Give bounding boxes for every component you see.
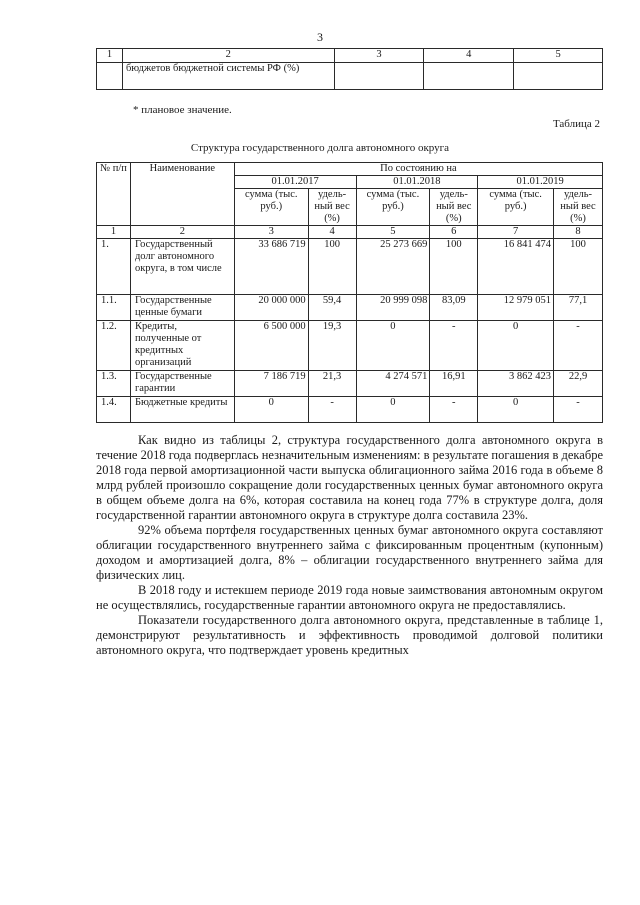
- header-num: № п/п: [97, 163, 131, 226]
- row-sum-2018: 25 273 669: [356, 239, 430, 295]
- row-sum-2019: 16 841 474: [478, 239, 554, 295]
- header-group: По состоянию на: [234, 163, 602, 176]
- table-row: [97, 295, 603, 321]
- column-number: 2: [130, 226, 234, 239]
- row-name: Государственный долг автономного округа, в том числе: [130, 239, 234, 295]
- body-text: [96, 433, 603, 658]
- row-share-2018: -: [430, 397, 478, 423]
- row-sum-2018: 20 999 098: [356, 295, 430, 321]
- column-number: 1: [97, 226, 131, 239]
- row-sum-2018: 0: [356, 321, 430, 371]
- header-sum: сумма (тыс. руб.): [234, 189, 308, 226]
- page-number: 3: [317, 30, 323, 44]
- row-share-2019: -: [554, 397, 603, 423]
- row-sum-2017: 0: [234, 397, 308, 423]
- table-header-row: [97, 163, 603, 176]
- header-date: 01.01.2017: [234, 176, 356, 189]
- paragraph: Как видно из таблицы 2, структура государственного долга автономного округа в течение 2018 года подверглась незначительным изменениям: в результате погашения в декабре 2018 года первой амортизационной части выпуска облигационного займа 2016 года в объеме 8 млрд рублей произошло сокращение доли государственных ценных бумаг автономного округа в общем объеме долга на 6%, которая составила на конец года 77% в структуре долга, доля государственной гарантии автономного округа в структуре долга составила 23%.: [96, 433, 603, 522]
- table-header-cell: 4: [424, 49, 514, 63]
- row-num: 1.1.: [97, 295, 131, 321]
- continued-table: [96, 48, 603, 90]
- header-share: удель-ный вес (%): [554, 189, 603, 226]
- table-title: Структура государственного долга автономного округа: [190, 142, 450, 154]
- row-share-2018: 100: [430, 239, 478, 295]
- table-header-row: [97, 49, 603, 63]
- row-share-2018: -: [430, 321, 478, 371]
- row-sum-2019: 3 862 423: [478, 371, 554, 397]
- row-num: 1.3.: [97, 371, 131, 397]
- row-name: Кредиты, полученные от кредитных организаций: [130, 321, 234, 371]
- table-row: [97, 397, 603, 423]
- row-share-2019: 100: [554, 239, 603, 295]
- row-share-2017: 100: [308, 239, 356, 295]
- column-number: 6: [430, 226, 478, 239]
- paragraph: В 2018 году и истекшем периоде 2019 года новые заимствования автономным округом не осуществлялись, государственные гарантии автономного округа не предоставлялись.: [96, 583, 603, 612]
- row-share-2017: -: [308, 397, 356, 423]
- header-name: Наименование: [130, 163, 234, 226]
- header-sum: сумма (тыс. руб.): [356, 189, 430, 226]
- row-name: Государственные ценные бумаги: [130, 295, 234, 321]
- row-num: 1.2.: [97, 321, 131, 371]
- column-number: 3: [234, 226, 308, 239]
- table-row: [97, 371, 603, 397]
- row-share-2018: 16,91: [430, 371, 478, 397]
- row-share-2017: 59,4: [308, 295, 356, 321]
- row-sum-2017: 33 686 719: [234, 239, 308, 295]
- table-row: [97, 63, 603, 90]
- table-header-cell: 3: [334, 49, 424, 63]
- column-number-row: [97, 226, 603, 239]
- row-sum-2017: 6 500 000: [234, 321, 308, 371]
- row-name: Государственные гарантии: [130, 371, 234, 397]
- row-share-2019: -: [554, 321, 603, 371]
- table-header-cell: 2: [122, 49, 334, 63]
- row-sum-2018: 4 274 571: [356, 371, 430, 397]
- row-num: 1.: [97, 239, 131, 295]
- header-sum: сумма (тыс. руб.): [478, 189, 554, 226]
- table-cell: [424, 63, 514, 90]
- table-cell: [514, 63, 603, 90]
- row-share-2017: 21,3: [308, 371, 356, 397]
- paragraph: Показатели государственного долга автономного округа, представленные в таблице 1, демонстрируют результативность и эффективность проводимой долговой политики автономного округа, что подтверждает уровень кредитных: [96, 613, 603, 657]
- table-label: Таблица 2: [552, 118, 600, 130]
- column-number: 7: [478, 226, 554, 239]
- row-share-2017: 19,3: [308, 321, 356, 371]
- row-sum-2019: 12 979 051: [478, 295, 554, 321]
- footnote: * плановое значение.: [133, 104, 232, 116]
- table-header-cell: 5: [514, 49, 603, 63]
- row-num: 1.4.: [97, 397, 131, 423]
- row-sum-2019: 0: [478, 397, 554, 423]
- header-date: 01.01.2018: [356, 176, 478, 189]
- row-share-2019: 77,1: [554, 295, 603, 321]
- row-sum-2017: 7 186 719: [234, 371, 308, 397]
- row-sum-2017: 20 000 000: [234, 295, 308, 321]
- header-share: удель-ный вес (%): [308, 189, 356, 226]
- table-cell: [97, 63, 123, 90]
- row-sum-2018: 0: [356, 397, 430, 423]
- row-share-2019: 22,9: [554, 371, 603, 397]
- header-date: 01.01.2019: [478, 176, 603, 189]
- table-row: [97, 321, 603, 371]
- column-number: 4: [308, 226, 356, 239]
- table-header-cell: 1: [97, 49, 123, 63]
- paragraph: 92% объема портфеля государственных ценных бумаг автономного округа составляют облигации государственного внутреннего займа с фиксированным процентным (купонным) доходом и амортизацией долга, 8% – облигации государственного внутреннего займа для физических лиц.: [96, 523, 603, 582]
- table-cell: [334, 63, 424, 90]
- column-number: 8: [554, 226, 603, 239]
- header-share: удель-ный вес (%): [430, 189, 478, 226]
- row-sum-2019: 0: [478, 321, 554, 371]
- table-cell: бюджетов бюджетной системы РФ (%): [122, 63, 334, 90]
- row-name: Бюджетные кредиты: [130, 397, 234, 423]
- table-row: [97, 239, 603, 295]
- column-number: 5: [356, 226, 430, 239]
- row-share-2018: 83,09: [430, 295, 478, 321]
- debt-structure-table: [96, 162, 603, 423]
